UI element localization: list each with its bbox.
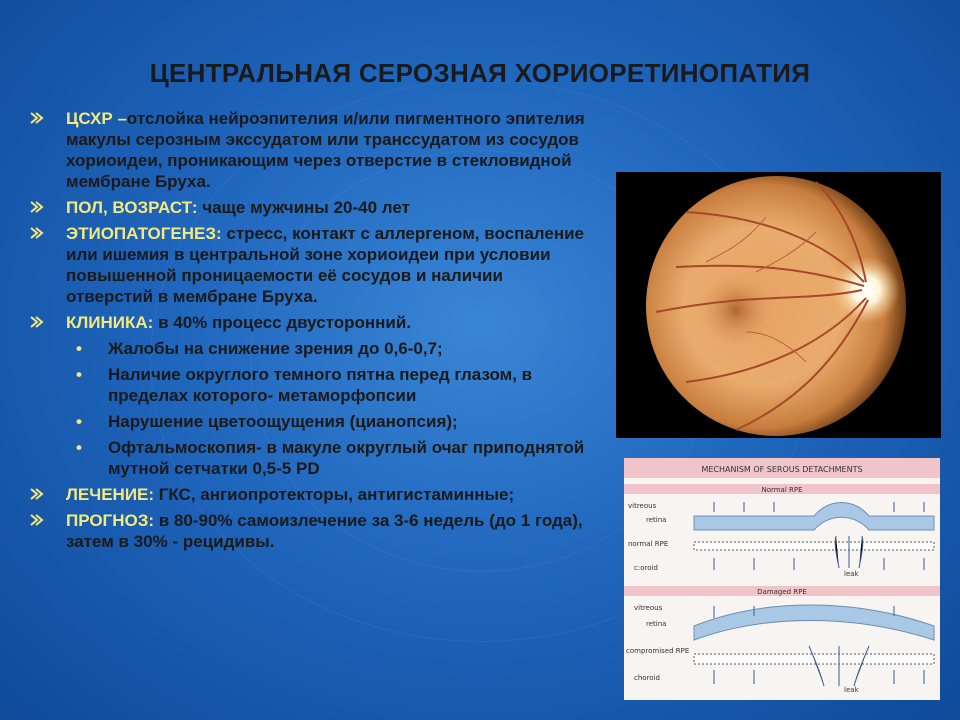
bullet-prognosis [30,510,590,552]
bullet-text: ГКС, ангиопротекторы, антигистаминные; [154,485,515,504]
retina-label: retina [646,620,667,628]
sub-bullet-dark-spot [30,364,590,406]
bullet-demographics [30,197,590,218]
arrow-bullet-icon [30,314,44,330]
bullet-lead: ЛЕЧЕНИЕ: [66,485,155,504]
choroid-label: choroid [634,674,660,682]
slide-body [30,108,590,557]
arrow-bullet-icon [30,199,44,215]
arrow-bullet-icon [30,512,44,528]
choroid-label: c:oroid [634,564,658,572]
bullet-text: отслойка нейроэпителия и/или пигментного эпителия макулы серозным экссудатом или транссудатом из сосудов хориоидеи, проникающим через отверстие в стекловидной мембране Бруха. [66,109,585,191]
leak-label: leak [844,686,859,694]
compromised-rpe-label: compromised RPE [626,647,690,655]
bullet-text: в 80-90% самоизлечение за 3-6 недель (до 1 года), затем в 30% - рецидивы. [66,511,583,551]
dot-bullet-icon: • [76,412,82,431]
panel-normal-label: Normal RPE [761,486,803,494]
bullet-text: в 40% процесс двусторонний. [153,313,412,332]
diagram-title: MECHANISM OF SEROUS DETACHMENTS [701,465,863,474]
bullet-etiopathogenesis [30,223,590,307]
leak-label: leak [844,570,859,578]
normal-rpe-label: normal RPE [628,540,669,548]
arrow-bullet-icon [30,225,44,241]
panel-damaged-label: Damaged RPE [757,588,807,596]
vitreous-label: vitreous [628,502,657,510]
arrow-bullet-icon [30,110,44,126]
dot-bullet-icon: • [76,438,82,457]
bullet-lead: ПРОГНОЗ: [66,511,155,530]
bullet-treatment [30,484,590,505]
dot-bullet-icon: • [76,365,82,384]
fundus-photo [616,172,941,438]
sub-bullet-color-vision [30,411,590,432]
sub-bullet-ophthalmoscopy [30,437,590,479]
sub-bullet-complaints [30,338,590,359]
arrow-bullet-icon [30,486,44,502]
bullet-clinic [30,312,590,333]
sub-bullet-text: Жалобы на снижение зрения до 0,6-0,7; [108,339,443,358]
bullet-definition [30,108,590,192]
serous-detachment-diagram [624,458,940,700]
bullet-lead: КЛИНИКА: [66,313,154,332]
vitreous-label: vitreous [634,604,663,612]
sub-bullet-text: Офтальмоскопия- в макуле округлый очаг приподнятой мутной сетчатки 0,5-5 PD [108,438,585,478]
bullet-lead: ПОЛ, ВОЗРАСТ: [66,198,198,217]
bullet-lead: ЭТИОПАТОГЕНЕЗ: [66,224,222,243]
bullet-text: чаще мужчины 20-40 лет [197,198,410,217]
bullet-lead: ЦСХР – [66,109,127,128]
slide-title: ЦЕНТРАЛЬНАЯ СЕРОЗНАЯ ХОРИОРЕТИНОПАТИЯ [149,58,811,88]
sub-bullet-text: Наличие округлого темного пятна перед глазом, в пределах которого- метаморфопсии [108,365,533,405]
retina-label: retina [646,516,667,524]
sub-bullet-text: Нарушение цветоощущения (цианопсия); [108,412,458,431]
dot-bullet-icon: • [76,339,82,358]
bullet-text: стресс, контакт с аллергеном, воспаление или ишемия в центральной зоне хориоидеи при условии повышенной проницаемости её сосудов и наличии отверстий в мембране Бруха. [66,224,585,306]
